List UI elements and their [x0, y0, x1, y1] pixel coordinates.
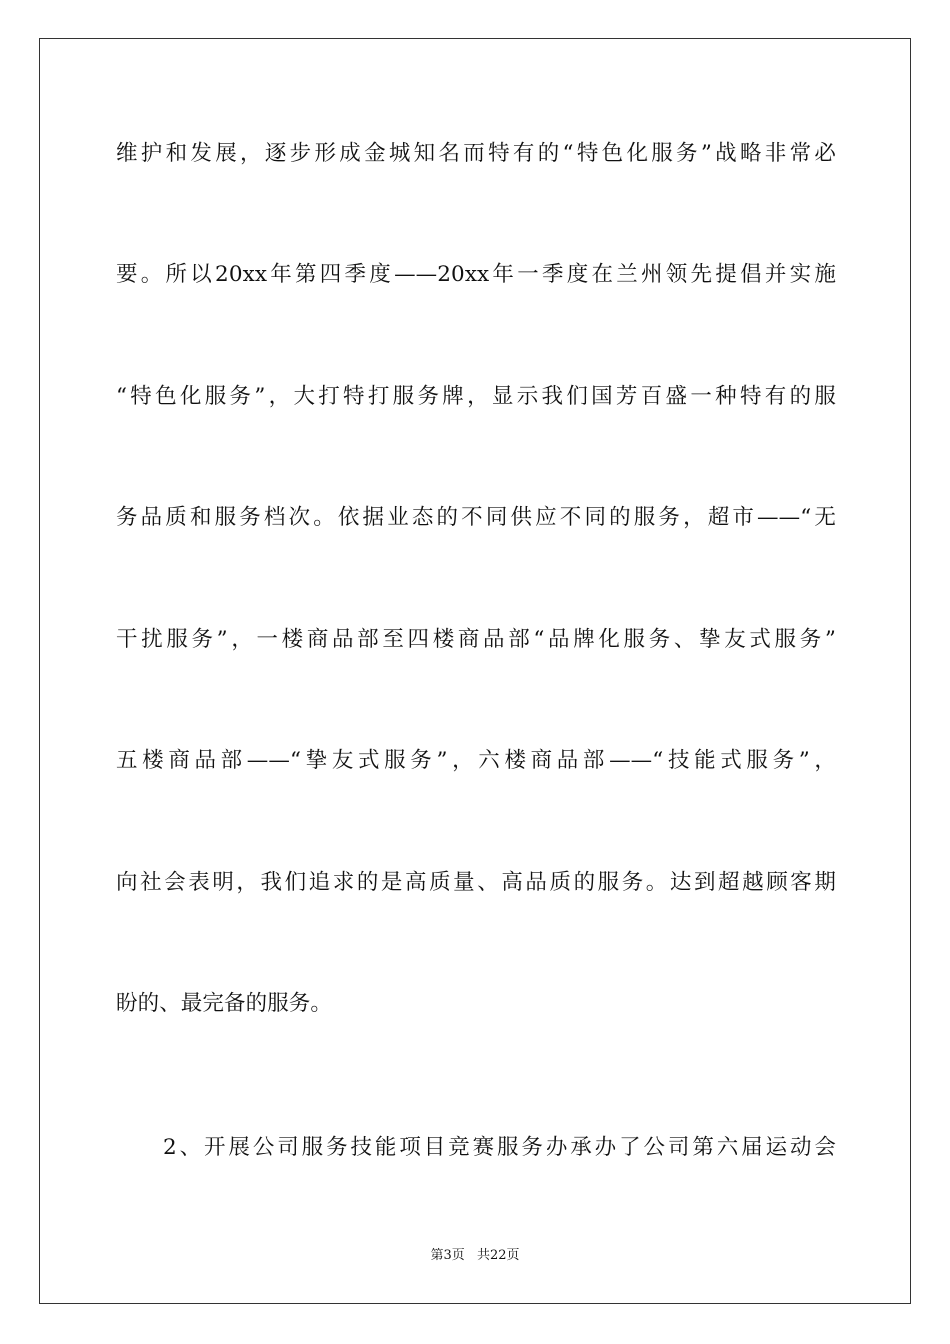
body-line-9: 2、开展公司服务技能项目竞赛服务办承办了公司第六届运动会	[163, 1135, 836, 1160]
body-line-7: 向社会表明，我们追求的是高质量、高品质的服务。达到超越顾客期	[116, 870, 836, 895]
page-footer	[0, 1247, 950, 1265]
total-pages: 共22页	[476, 1248, 520, 1263]
body-line-6: 五楼商品部——“挚友式服务”，六楼商品部——“技能式服务”，	[116, 748, 836, 773]
body-line-5: 干扰服务”，一楼商品部至四楼商品部“品牌化服务、挚友式服务”	[116, 627, 836, 652]
body-line-8: 盼的、最完备的服务。	[116, 991, 333, 1016]
body-line-2: 要。所以20xx年第四季度——20xx年一季度在兰州领先提倡并实施	[116, 262, 836, 287]
page-border	[39, 38, 911, 1304]
body-line-4: 务品质和服务档次。依据业态的不同供应不同的服务，超市——“无	[116, 505, 836, 530]
page-number: 第3页	[430, 1248, 465, 1263]
body-line-3: “特色化服务”，大打特打服务牌，显示我们国芳百盛一种特有的服	[116, 384, 836, 409]
body-line-1: 维护和发展，逐步形成金城知名而特有的“特色化服务”战略非常必	[116, 141, 836, 166]
